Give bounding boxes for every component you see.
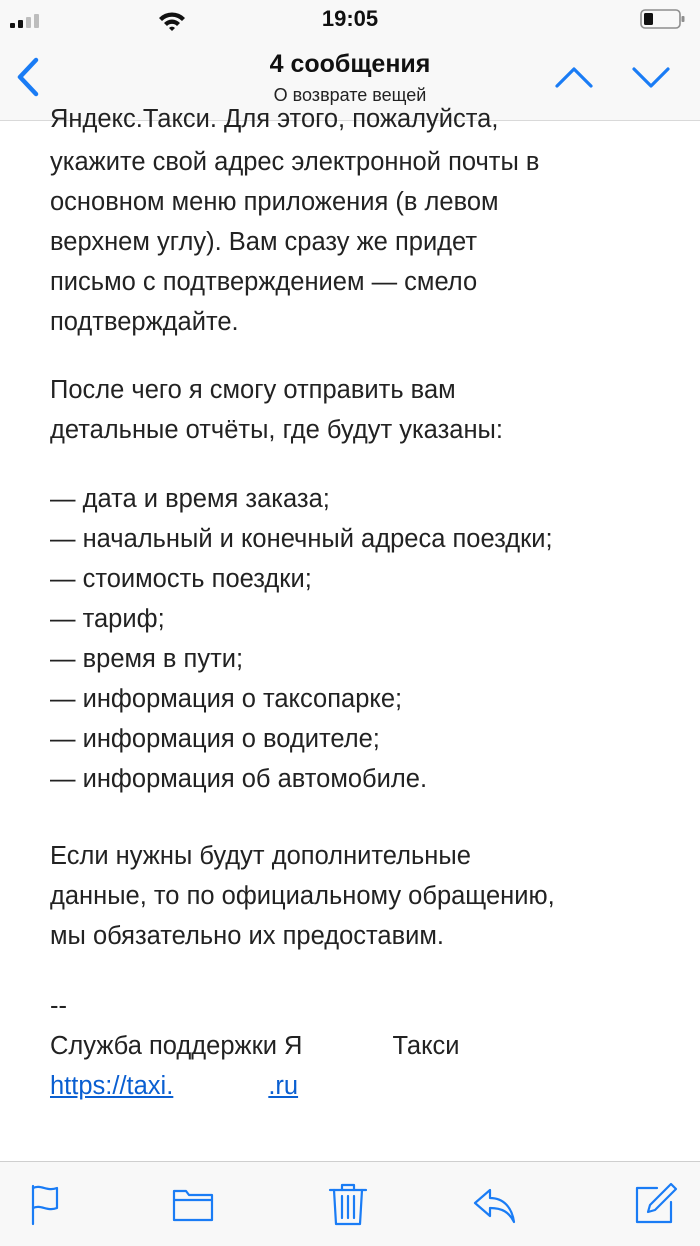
text-line: мы обязательно их предоставим. [50,922,445,950]
text-line: подтверждайте. [50,308,239,336]
compose-icon [637,1184,676,1222]
text-line: После чего я смогу отправить вам [50,376,456,404]
status-bar [0,0,700,40]
paragraph-additional-data [50,836,680,956]
thread-title: 4 сообщения [269,50,431,78]
list-item: — время в пути; [50,645,244,673]
signature-separator: -- [50,992,67,1020]
text-line: основном меню приложения (в левом [50,188,499,216]
cut-off-line: Яндекс.Такси. Для этого, пожалуйста, [50,105,499,133]
list-item: — информация о таксопарке; [50,685,403,713]
text-line: данные, то по официальному обращению, [50,882,555,910]
reply-button[interactable] [472,1182,516,1226]
reply-icon [475,1190,514,1222]
email-body[interactable] [0,105,700,1161]
signature-link-start: https://taxi. [50,1072,174,1100]
text-line: Если нужны будут дополнительные [50,842,471,870]
delete-button[interactable] [326,1182,370,1226]
email-text [50,105,680,1106]
battery-icon [640,9,686,29]
text-line: укажите свой адрес электронной почты в [50,148,540,176]
previous-message-button[interactable] [553,60,595,94]
status-time: 19:05 [321,6,379,31]
paragraph-instructions [50,142,680,342]
text-line: верхнем углу). Вам сразу же придет [50,228,478,256]
trash-icon [330,1185,366,1224]
signature-link-end: .ru [268,1072,299,1100]
text-line: письмо с подтверждением — смело [50,268,478,296]
report-items-list [50,479,680,799]
signature-team-start: Служба поддержки Я [50,1032,303,1060]
signature-team-end: Такси [392,1032,460,1060]
paragraph-reports [50,370,680,450]
list-item: — информация о водителе; [50,725,380,753]
chevron-down-icon [634,69,668,86]
compose-button[interactable] [633,1182,677,1226]
chevron-up-icon [557,69,591,86]
flag-icon [33,1186,57,1224]
list-item: — информация об автомобиле. [50,765,428,793]
thread-subject: О возврате вещей [273,85,427,105]
signature-link-row [50,1066,680,1106]
next-message-button[interactable] [630,60,672,94]
move-to-folder-button[interactable] [171,1182,215,1226]
list-item: — дата и время заказа; [50,485,330,513]
list-item: — тариф; [50,605,165,633]
list-item: — стоимость поездки; [50,565,312,593]
text-line: детальные отчёты, где будут указаны: [50,416,503,444]
folder-icon [174,1191,212,1220]
flag-button[interactable] [25,1182,69,1226]
signature [50,986,680,1106]
signature-team [50,1026,680,1066]
list-item: — начальный и конечный адреса поездки; [50,525,553,553]
signature-link[interactable] [50,1072,298,1100]
bottom-toolbar [0,1161,700,1246]
